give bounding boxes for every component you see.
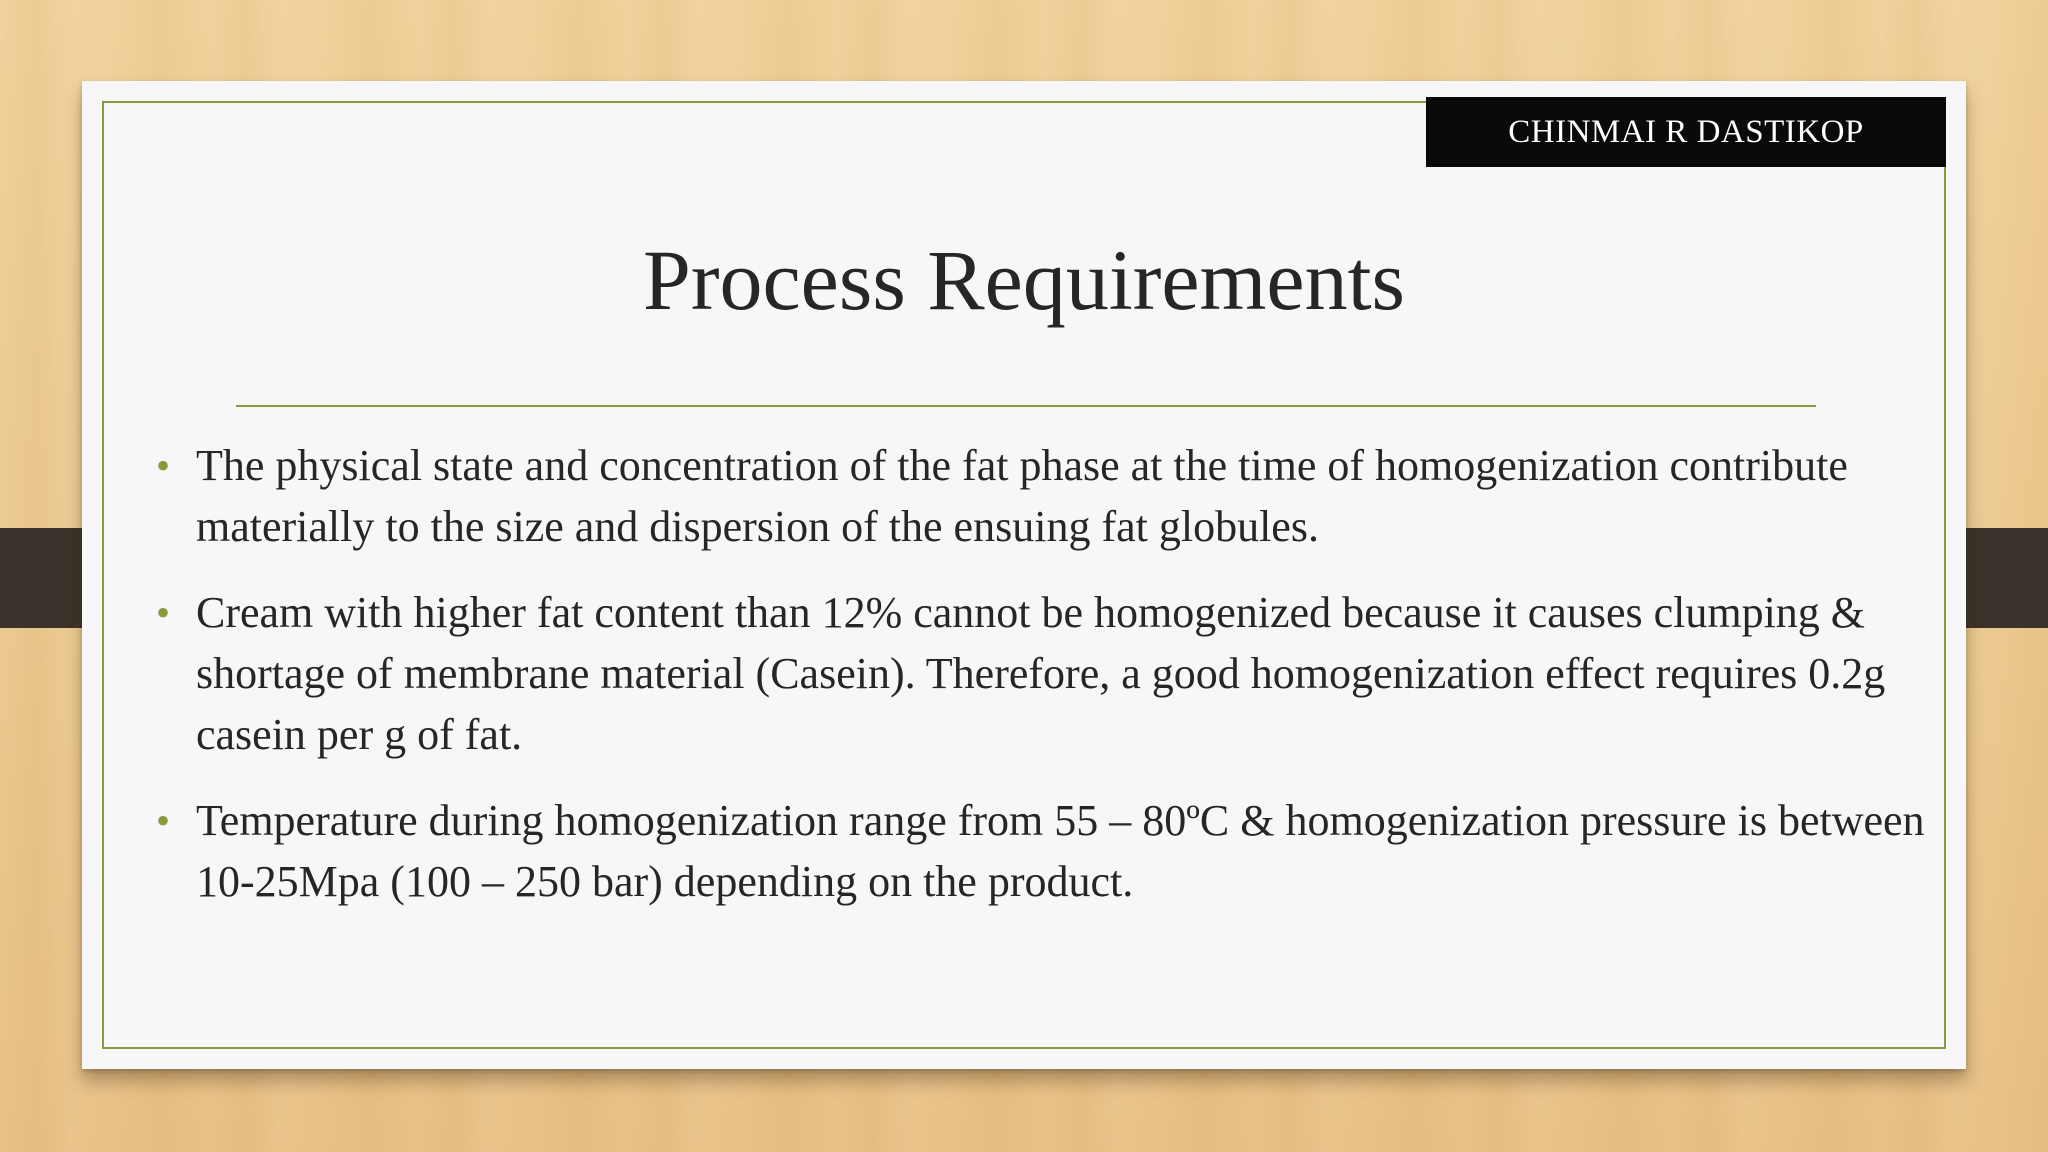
title-divider bbox=[236, 405, 1816, 407]
bullet-item bbox=[148, 790, 1928, 912]
slide-title: Process Requirements bbox=[643, 232, 1405, 328]
bullet-text: Cream with higher fat content than 12% cannot be homogenized because it causes clumping & shortage of membrane material (Casein). Therefore, a good homogenization effect requires 0.2g casein per g of fat. bbox=[196, 588, 1886, 759]
bullet-item bbox=[148, 582, 1928, 765]
bullet-dot-icon: • bbox=[156, 590, 171, 635]
bullet-dot-icon: • bbox=[156, 798, 171, 843]
author-name: CHINMAI R DASTIKOP bbox=[1508, 113, 1864, 150]
author-badge bbox=[1426, 97, 1946, 167]
bullet-text: Temperature during homogenization range from 55 – 80ºC & homogenization pressure is between 10-25Mpa (100 – 250 bar) depending on the product. bbox=[196, 796, 1925, 906]
bullet-dot-icon: • bbox=[156, 443, 171, 488]
bullet-text: The physical state and concentration of the fat phase at the time of homogenization contribute materially to the size and dispersion of the ensuing fat globules. bbox=[196, 441, 1848, 551]
bullet-list bbox=[148, 435, 1928, 937]
bullet-item bbox=[148, 435, 1928, 557]
slide bbox=[82, 81, 1966, 1069]
